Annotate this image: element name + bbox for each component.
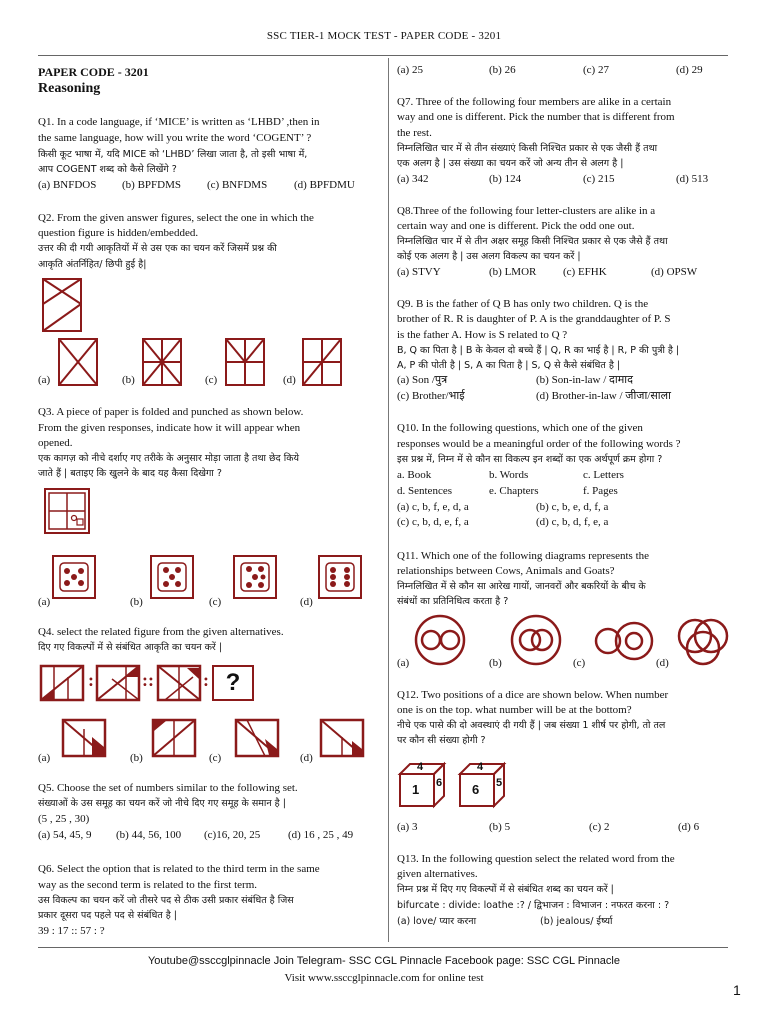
q6-option-b[interactable]: (b) 26	[489, 64, 516, 76]
q12-dice-1-top: 4	[417, 761, 424, 773]
q4-option-c-figure[interactable]	[235, 719, 279, 757]
q11-text-line2: relationships between Cows, Animals and Goats?	[397, 565, 615, 577]
q6-option-d[interactable]: (d) 29	[676, 64, 703, 76]
q12-dice-1-side: 6	[436, 777, 443, 789]
q10-word-c: c. Letters	[583, 469, 624, 481]
q4-question-figure-1	[40, 665, 84, 701]
q12-dice-1	[398, 762, 446, 808]
q4-option-b-label[interactable]: (b)	[130, 752, 143, 764]
q2-option-b-label[interactable]: (b)	[122, 374, 135, 386]
q3-text-line1: Q3. A piece of paper is folded and punched as shown below.	[38, 406, 304, 418]
footer-rule	[38, 947, 728, 948]
q9-text-line1: Q9. B is the father of Q B has only two children. Q is the	[397, 298, 649, 310]
q10-hindi-line1: इस प्रश्न में, निम्न में से कौन सा विकल्प इन शब्दों का एक अर्थपूर्ण क्रम होगा ?	[397, 454, 663, 465]
q2-option-d-label[interactable]: (d)	[283, 374, 296, 386]
q6-expression: 39 : 17 :: 57 : ?	[38, 925, 105, 937]
q3-option-b-figure[interactable]	[150, 555, 194, 599]
q10-word-e: e. Chapters	[489, 485, 539, 497]
header-rule	[38, 55, 728, 56]
q2-option-a-figure[interactable]	[58, 338, 98, 386]
q11-option-c-label[interactable]: (c)	[573, 657, 586, 669]
q4-question-figure-3	[157, 665, 201, 701]
q4-option-a-figure[interactable]	[62, 719, 106, 757]
q2-option-c-label[interactable]: (c)	[205, 374, 218, 386]
q13-option-b[interactable]: (b) jealous/ ईर्ष्या	[540, 916, 613, 927]
q8-option-b[interactable]: (b) LMOR	[489, 266, 537, 278]
q3-text-line2: From the given responses, indicate how it will appear when	[38, 422, 301, 434]
q12-dice-2-front: 6	[472, 782, 480, 797]
column-divider	[388, 58, 389, 942]
q3-option-c-label[interactable]: (c)	[209, 596, 222, 608]
q4-separator-2: ::	[142, 670, 154, 690]
q8-text-line1: Q8.Three of the following four letter-clusters are alike in a	[397, 205, 656, 217]
q6-option-a[interactable]: (a) 25	[397, 64, 423, 76]
paper-code: PAPER CODE - 3201	[38, 65, 149, 79]
q1-text-line2: the same language, how will you write the word ‘COGENT’ ?	[38, 132, 312, 144]
q11-option-a-figure[interactable]	[412, 614, 468, 666]
q1-option-b[interactable]: (b) BPFDMS	[122, 179, 181, 191]
q13-hindi-line1: निम्न प्रश्न में दिए गए विकल्पों में से संबंधित शब्द का चयन करें |	[397, 884, 614, 895]
q10-option-c[interactable]: (c) c, b, d, e, f, a	[397, 516, 469, 528]
footer-website: Visit www.ssccglpinnacle.com for online test	[284, 972, 484, 984]
q11-option-b-figure[interactable]	[508, 614, 564, 666]
q7-text-line3: the rest.	[397, 127, 432, 139]
q4-separator-3: :	[203, 670, 209, 690]
q1-hindi-line1: किसी कूट भाषा में, यदि MICE को ‘LHBD’ लिखा जाता है, तो इसी भाषा में,	[38, 149, 308, 160]
q3-hindi-line2: जाते हैं | बताइए कि खुलने के बाद यह कैसा दिखेगा ?	[38, 468, 222, 479]
q5-text-line1: Q5. Choose the set of numbers similar to the following set.	[38, 782, 298, 794]
q5-number-set: (5 , 25 , 30)	[38, 813, 90, 825]
q9-option-a[interactable]: (a) Son /पुत्र	[397, 374, 448, 386]
q2-question-figure	[42, 278, 82, 332]
q4-option-b-figure[interactable]	[152, 719, 196, 757]
q12-dice-2-side: 5	[496, 777, 503, 789]
q3-text-line3: opened.	[38, 437, 73, 449]
q6-hindi-line2: प्रकार दूसरा पद पहले पद से संबंधित है |	[38, 910, 178, 921]
q12-text-line1: Q12. Two positions of a dice are shown below. When number	[397, 689, 669, 701]
q3-option-b-label[interactable]: (b)	[130, 596, 143, 608]
q2-hindi-line1: उत्तर की दी गयी आकृतियों में से उस एक का चयन करें जिसमें प्रश्न की	[38, 243, 277, 254]
page-number: 1	[733, 982, 741, 998]
page-header-title: SSC TIER-1 MOCK TEST - PAPER CODE - 3201	[266, 30, 502, 42]
q7-option-a[interactable]: (a) 342	[397, 173, 429, 185]
q1-hindi-line2: आप COGENT शब्द को कैसे लिखेंगे ?	[38, 164, 177, 175]
q10-word-f: f. Pages	[583, 485, 618, 497]
q7-option-b[interactable]: (b) 124	[489, 173, 522, 185]
q12-option-a[interactable]: (a) 3	[397, 821, 418, 833]
q10-option-a[interactable]: (a) c, b, f, e, d, a	[397, 501, 469, 513]
q12-dice-2	[458, 762, 506, 808]
q9-option-b[interactable]: (b) Son-in-law / दामाद	[536, 374, 633, 386]
q7-option-c[interactable]: (c) 215	[583, 173, 615, 185]
q8-option-c[interactable]: (c) EFHK	[563, 266, 607, 278]
q4-hindi-line1: दिए गए विकल्पों में से संबंधित आकृति का चयन करें |	[38, 642, 223, 653]
q3-option-c-figure[interactable]	[233, 555, 277, 599]
q2-option-a-label[interactable]: (a)	[38, 374, 51, 386]
q7-text-line1: Q7. Three of the following four members are alike in a certain	[397, 96, 672, 108]
q4-separator-1: :	[88, 670, 94, 690]
q2-option-d-figure[interactable]	[302, 338, 342, 386]
q11-hindi-line1: निम्नलिखित में से कौन सा आरेख गायों, जानवरों और बकरियों के बीच के	[397, 581, 646, 592]
q2-option-b-figure[interactable]	[142, 338, 182, 386]
q7-hindi-line1: निम्नलिखित चार में से तीन संख्याएं किसी निश्चित प्रकार से एक जैसी हैं तथा	[397, 143, 658, 154]
q10-text-line1: Q10. In the following questions, which one of the given	[397, 422, 643, 434]
q3-hindi-line1: एक कागज़ को नीचे दर्शाए गए तरीके के अनुसार मोड़ा जाता है तथा छेद किये	[38, 453, 300, 464]
q8-option-a[interactable]: (a) STVY	[397, 266, 441, 278]
q1-option-a[interactable]: (a) BNFDOS	[38, 179, 97, 191]
q9-hindi-line2: A, P की पोती है | S, A का पिता है | S, Q से कैसे संबंधित है |	[397, 360, 621, 371]
q12-hindi-line2: पर कौन सी संख्या होगी ?	[397, 735, 486, 746]
q3-option-a-label[interactable]: (a)	[38, 596, 51, 608]
q12-hindi-line1: नीचे एक पासे की दो अवस्थाएं दी गयी हैं | जब संख्या 1 शीर्ष पर होगी, तो तल	[397, 720, 666, 731]
q13-analogy: bifurcate : divide: loathe :? / द्विभाजन : विभाजन : नफरत करना : ?	[397, 900, 670, 911]
q2-hindi-line2: आकृति अंतर्निहित/ छिपी हुई है|	[38, 259, 147, 270]
q4-option-c-label[interactable]: (c)	[209, 752, 222, 764]
q4-option-d-label[interactable]: (d)	[300, 752, 313, 764]
q11-option-c-figure[interactable]	[594, 617, 654, 665]
q12-option-b[interactable]: (b) 5	[489, 821, 511, 833]
q11-option-a-label[interactable]: (a)	[397, 657, 410, 669]
q8-option-d[interactable]: (d) OPSW	[651, 266, 698, 278]
q9-text-line2: brother of R. R is daughter of P. A is the granddaughter of P. S	[397, 313, 671, 325]
q10-option-d[interactable]: (d) c, b, d, f, e, a	[536, 516, 609, 528]
section-title: Reasoning	[38, 81, 101, 96]
q6-option-c[interactable]: (c) 27	[583, 64, 609, 76]
q9-text-line3: is the father A. How is S related to Q ?	[397, 329, 568, 341]
q4-text-line1: Q4. select the related figure from the given alternatives.	[38, 626, 284, 638]
q5-option-b[interactable]: (b) 44, 56, 100	[116, 829, 182, 841]
q7-option-d[interactable]: (d) 513	[676, 173, 709, 185]
q1-text-line1: Q1. In a code language, if ‘MICE’ is written as ‘LHBD’ ,then in	[38, 116, 320, 128]
q8-text-line2: certain way and one is different. Pick the odd one out.	[397, 220, 635, 232]
q9-option-c[interactable]: (c) Brother/भाई	[397, 390, 465, 402]
q6-text-line1: Q6. Select the option that is related to the third term in the same	[38, 863, 320, 875]
q10-word-b: b. Words	[489, 469, 529, 481]
q11-hindi-line2: संबंधों का प्रतिनिधित्व करता है ?	[397, 596, 509, 607]
q10-option-b[interactable]: (b) c, b, e, d, f, a	[536, 501, 609, 513]
q13-text-line2: given alternatives.	[397, 868, 478, 880]
q3-option-d-figure[interactable]	[318, 555, 362, 599]
q4-option-a-label[interactable]: (a)	[38, 752, 51, 764]
q2-text-line2: question figure is hidden/embedded.	[38, 227, 199, 239]
q5-hindi-line1: संख्याओं के उस समूह का चयन करें जो नीचे दिए गए समूह के समान है |	[38, 798, 286, 809]
q12-option-c[interactable]: (c) 2	[589, 821, 610, 833]
q4-option-d-figure[interactable]	[320, 719, 364, 757]
q10-text-line2: responses would be a meaningful order of the following words ?	[397, 438, 681, 450]
q6-hindi-line1: उस विकल्प का चयन करें जो तीसरे पद से ठीक उसी प्रकार संबंधित है जिस	[38, 895, 294, 906]
q8-hindi-line2: कोई एक अलग है | उस अलग विकल्प का चयन करें |	[397, 251, 581, 262]
q4-question-figure-2	[96, 665, 140, 701]
q5-option-c[interactable]: (c)16, 20, 25	[204, 829, 261, 841]
q11-option-d-figure[interactable]	[675, 614, 731, 668]
q4-question-mark-box	[212, 665, 254, 701]
q9-hindi-line1: B, Q का पिता है | B के केवल दो बच्चे हैं | Q, R का भाई है | R, P की पुत्री है |	[397, 345, 680, 356]
q3-option-a-figure[interactable]	[52, 555, 96, 599]
footer-social-links: Youtube@ssccglpinnacle Join Telegram- SSC CGL Pinnacle Facebook page: SSC CGL Pinnacle	[147, 955, 620, 967]
q2-text-line1: Q2. From the given answer figures, select the one in which the	[38, 212, 314, 224]
q11-option-d-label[interactable]: (d)	[656, 657, 669, 669]
q13-option-a[interactable]: (a) love/ प्यार करना	[397, 916, 477, 927]
q8-hindi-line1: निम्नलिखित चार में से तीन अक्षर समूह किसी निश्चित प्रकार से एक जैसे हैं तथा	[397, 236, 668, 247]
q12-option-d[interactable]: (d) 6	[678, 821, 700, 833]
q12-text-line2: one is on the top. what number will be at the bottom?	[397, 704, 632, 716]
q3-question-figure	[44, 488, 90, 534]
q13-text-line1: Q13. In the following question select the related word from the	[397, 853, 675, 865]
q12-dice-2-top: 4	[477, 761, 484, 773]
q2-option-c-figure[interactable]	[225, 338, 265, 386]
q11-option-b-label[interactable]: (b)	[489, 657, 502, 669]
q3-option-d-label[interactable]: (d)	[300, 596, 313, 608]
q1-option-c[interactable]: (c) BNFDMS	[207, 179, 268, 191]
q10-word-d: d. Sentences	[397, 485, 452, 497]
q5-option-a[interactable]: (a) 54, 45, 9	[38, 829, 92, 841]
q7-hindi-line2: एक अलग है | उस संख्या का चयन करें जो अन्य तीन से अलग है |	[397, 158, 624, 169]
q12-dice-1-front: 1	[412, 782, 420, 797]
q10-word-a: a. Book	[397, 469, 432, 481]
q7-text-line2: way and one is different. Pick the number that is different from	[397, 111, 675, 123]
q5-option-d[interactable]: (d) 16 , 25 , 49	[288, 829, 354, 841]
q11-text-line1: Q11. Which one of the following diagrams represents the	[397, 550, 650, 562]
q6-text-line2: way as the second term is related to the first term.	[38, 879, 258, 891]
q1-option-d[interactable]: (d) BPFDMU	[294, 179, 355, 191]
q4-question-mark: ?	[225, 669, 241, 696]
q9-option-d[interactable]: (d) Brother-in-law / जीजा/साला	[536, 390, 671, 402]
